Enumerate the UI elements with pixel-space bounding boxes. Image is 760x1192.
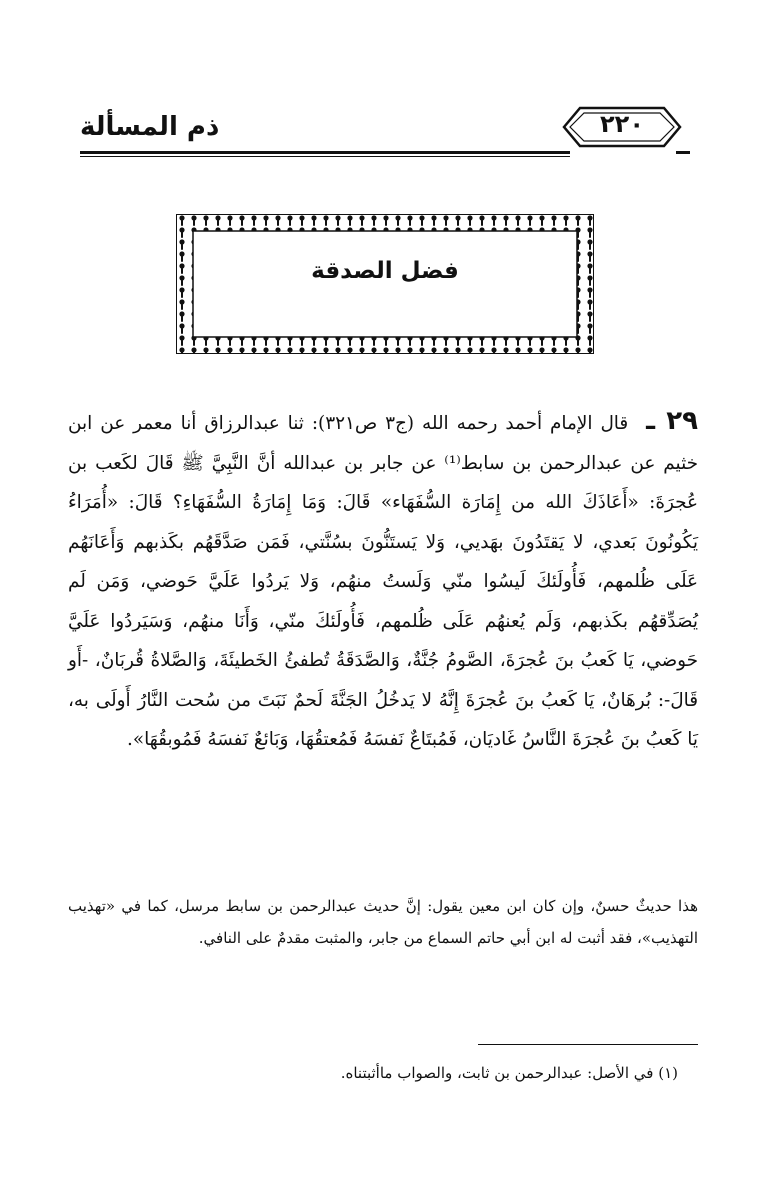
ornamental-border [176, 214, 594, 354]
running-header-title: ذم المسألة [80, 112, 220, 142]
page-number: ٢٢٠ [600, 110, 644, 138]
grading-commentary: هذا حديثٌ حسنٌ، وإن كان ابن معين يقول: إنَّ حديث عبدالرحمن بن سابط مرسل، كما في «تهذيب التهذيب»، فقد أثبت له ابن أبي حاتم السماع من جابر، والمثبت مقدمٌ على النافي. [68, 897, 698, 947]
hadith-text: قال الإمام أحمد رحمه الله (ج٣ ص٣٢١): ثنا عبدالرزاق أنا معمر عن ابن خثيم عن عبدالرحمن بن سابط⁽¹⁾ عن جابر بن عبدالله أنَّ النَّبِيَّ ﷺ قَالَ لكَعب بن عُجرَةَ: «أَعَاذَكَ الله من إِمَارَة السُّفَهَاء» قَالَ: وَمَا إِمَارَةُ السُّفَهَاءِ؟ قَالَ: «أُمَرَاءُ يَكُونُونَ بَعدي، لا يَقتَدُونَ بهَديي، وَلا يَستَنُّونَ بسُنَّتي، فَمَن صَدَّقَهُم بكَذبهم وَأَعَانَهُم عَلَى ظُلمهم، فَأُولَئكَ لَيسُوا منّي وَلَستُ منهُم، وَلا يَردُوا عَلَيَّ حَوضي، وَمَن لَم يُصَدِّقهُم بكَذبهم، وَلَم يُعنهُم عَلَى ظُلمهم، فَأُولَئكَ منّي، وَأَنَا منهُم، وَسَيَردُوا عَلَيَّ حَوضي، يَا كَعبُ بنَ عُجرَةَ، الصَّومُ جُنَّةٌ، وَالصَّدَقَةُ تُطفئُ الخَطيئَةَ، وَالصَّلاةُ قُربَانٌ، -أَو قَالَ-: بُرهَانٌ، يَا كَعبُ بنَ عُجرَةَ إِنَّهُ لا يَدخُلُ الجَنَّةَ لَحمٌ نَبَتَ من سُحت النَّارُ أَولَى به، يَا كَعبُ بنَ عُجرَةَ النَّاسُ غَاديَان، فَمُبتَاعٌ نَفسَهُ فَمُعتقُهَا، وَبَائعٌ نَفسَهُ فَمُوبقُهَا». [68, 413, 698, 750]
chapter-title-box [176, 214, 594, 354]
footnote: (١) في الأصل: عبدالرحمن بن ثابت، والصواب ماأثبتناه. [340, 1064, 678, 1082]
header-divider-end [676, 151, 690, 154]
header-divider-thin [80, 156, 570, 157]
hadith-paragraph [68, 402, 698, 760]
page-number-badge [560, 104, 684, 150]
header-divider [80, 151, 570, 154]
chapter-title: فضل الصدقة [311, 258, 459, 284]
hadith-number: ٢٩ ـ [646, 406, 698, 436]
footnote-divider [478, 1044, 698, 1045]
